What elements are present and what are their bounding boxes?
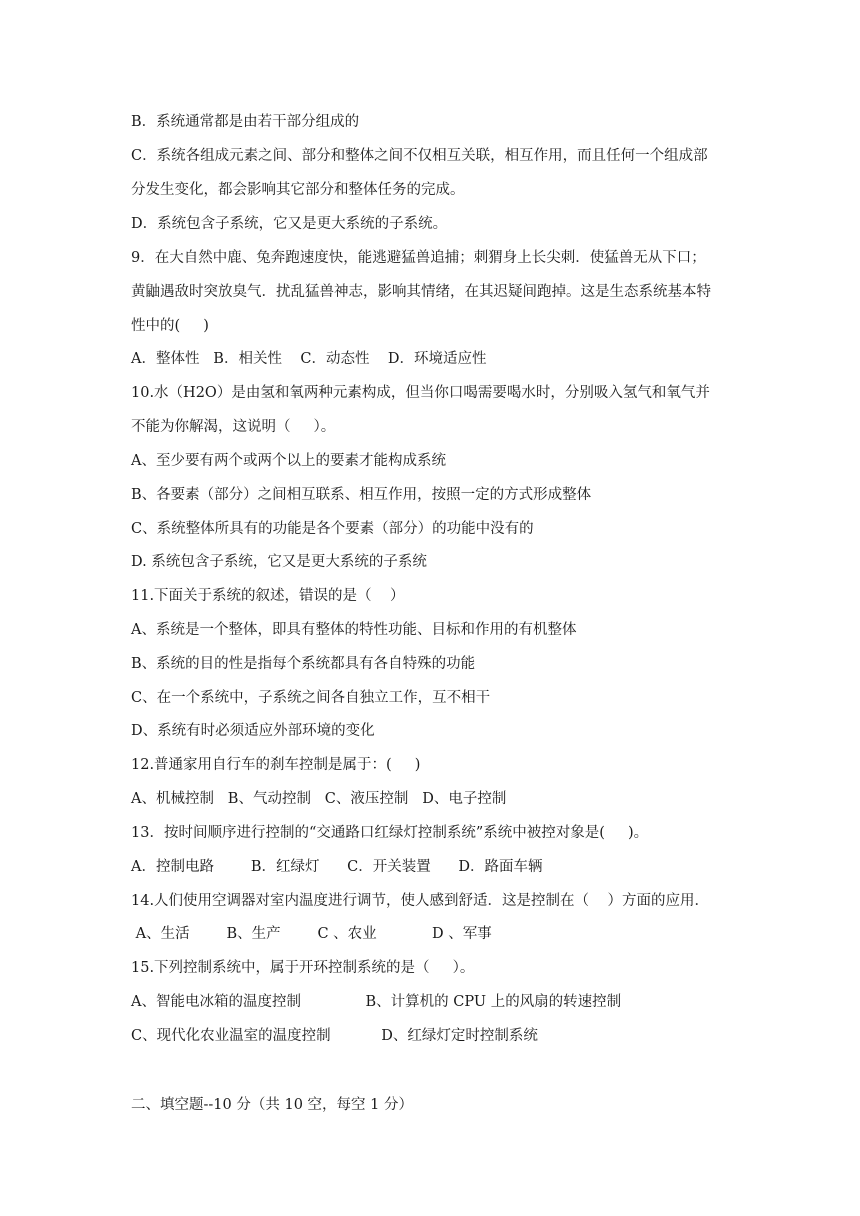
option-10a: A、至少要有两个或两个以上的要素才能构成系统 <box>131 453 446 469</box>
option-11a: A、系统是一个整体，即具有整体的特性功能、目标和作用的有机整体 <box>131 622 577 638</box>
option-10b: B、各要素（部分）之间相互联系、相互作用，按照一定的方式形成整体 <box>131 487 592 503</box>
option-8b: B．系统通常都是由若干部分组成的 <box>131 114 360 130</box>
question-9-line1: 9．在大自然中鹿、兔奔跑速度快，能逃避猛兽追捕；刺猬身上长尖刺．使猛兽无从下口； <box>131 250 706 266</box>
question-14: 14.人们使用空调器对室内温度进行调节，使人感到舒适．这是控制在（ ）方面的应用． <box>131 893 709 909</box>
option-11c: C、在一个系统中，子系统之间各自独立工作，互不相干 <box>131 690 491 706</box>
question-15-options-ab: A、智能电冰箱的温度控制 B、计算机的 CPU 上的风扇的转速控制 <box>131 994 622 1010</box>
question-9-line2: 黄鼬遇敌时突放臭气．扰乱猛兽神志，影响其情绪，在其迟疑间跑掉。这是生态系统基本特 <box>131 284 711 300</box>
question-15-options-cd: C、现代化农业温室的温度控制 D、红绿灯定时控制系统 <box>131 1028 538 1044</box>
section-heading-fill-in: 二、填空题--10 分（共 10 空，每空 1 分） <box>131 1097 413 1113</box>
question-14-options: A、生活 B、生产 C 、农业 D 、军事 <box>131 926 492 942</box>
question-12: 12.普通家用自行车的刹车控制是属于：( ) <box>131 757 421 773</box>
option-8c-line1: C．系统各组成元素之间、部分和整体之间不仅相互关联，相互作用，而且任何一个组成部 <box>131 148 708 164</box>
question-10-line2: 不能为你解渴，这说明（ ）。 <box>131 419 336 435</box>
question-9-line3: 性中的( ) <box>131 318 209 334</box>
option-8d: D．系统包含子系统，它又是更大系统的子系统。 <box>131 216 448 232</box>
question-10-line1: 10.水（H2O）是由氢和氧两种元素构成，但当你口喝需要喝水时，分别吸入氢气和氧气并 <box>131 385 710 401</box>
question-12-options: A、机械控制 B、气动控制 C、液压控制 D、电子控制 <box>131 791 507 807</box>
option-11b: B、系统的目的性是指每个系统都具有各自特殊的功能 <box>131 656 476 672</box>
option-11d: D、系统有时必须适应外部环境的变化 <box>131 723 375 739</box>
question-11: 11.下面关于系统的叙述，错误的是（ ） <box>131 588 405 604</box>
option-10c: C、系统整体所具有的功能是各个要素（部分）的功能中没有的 <box>131 521 534 537</box>
question-13: 13．按时间顺序进行控制的“交通路口红绿灯控制系统”系统中被控对象是( )。 <box>131 825 649 841</box>
question-13-options: A．控制电路 B．红绿灯 C．开关装置 D．路面车辆 <box>131 859 543 875</box>
option-10d: D. 系统包含子系统，它又是更大系统的子系统 <box>131 554 427 570</box>
question-9-options: A．整体性 B．相关性 C．动态性 D．环境适应性 <box>131 351 487 367</box>
option-8c-line2: 分发生变化，都会影响其它部分和整体任务的完成。 <box>131 182 465 198</box>
question-15: 15.下列控制系统中，属于开环控制系统的是（ ）。 <box>131 960 475 976</box>
